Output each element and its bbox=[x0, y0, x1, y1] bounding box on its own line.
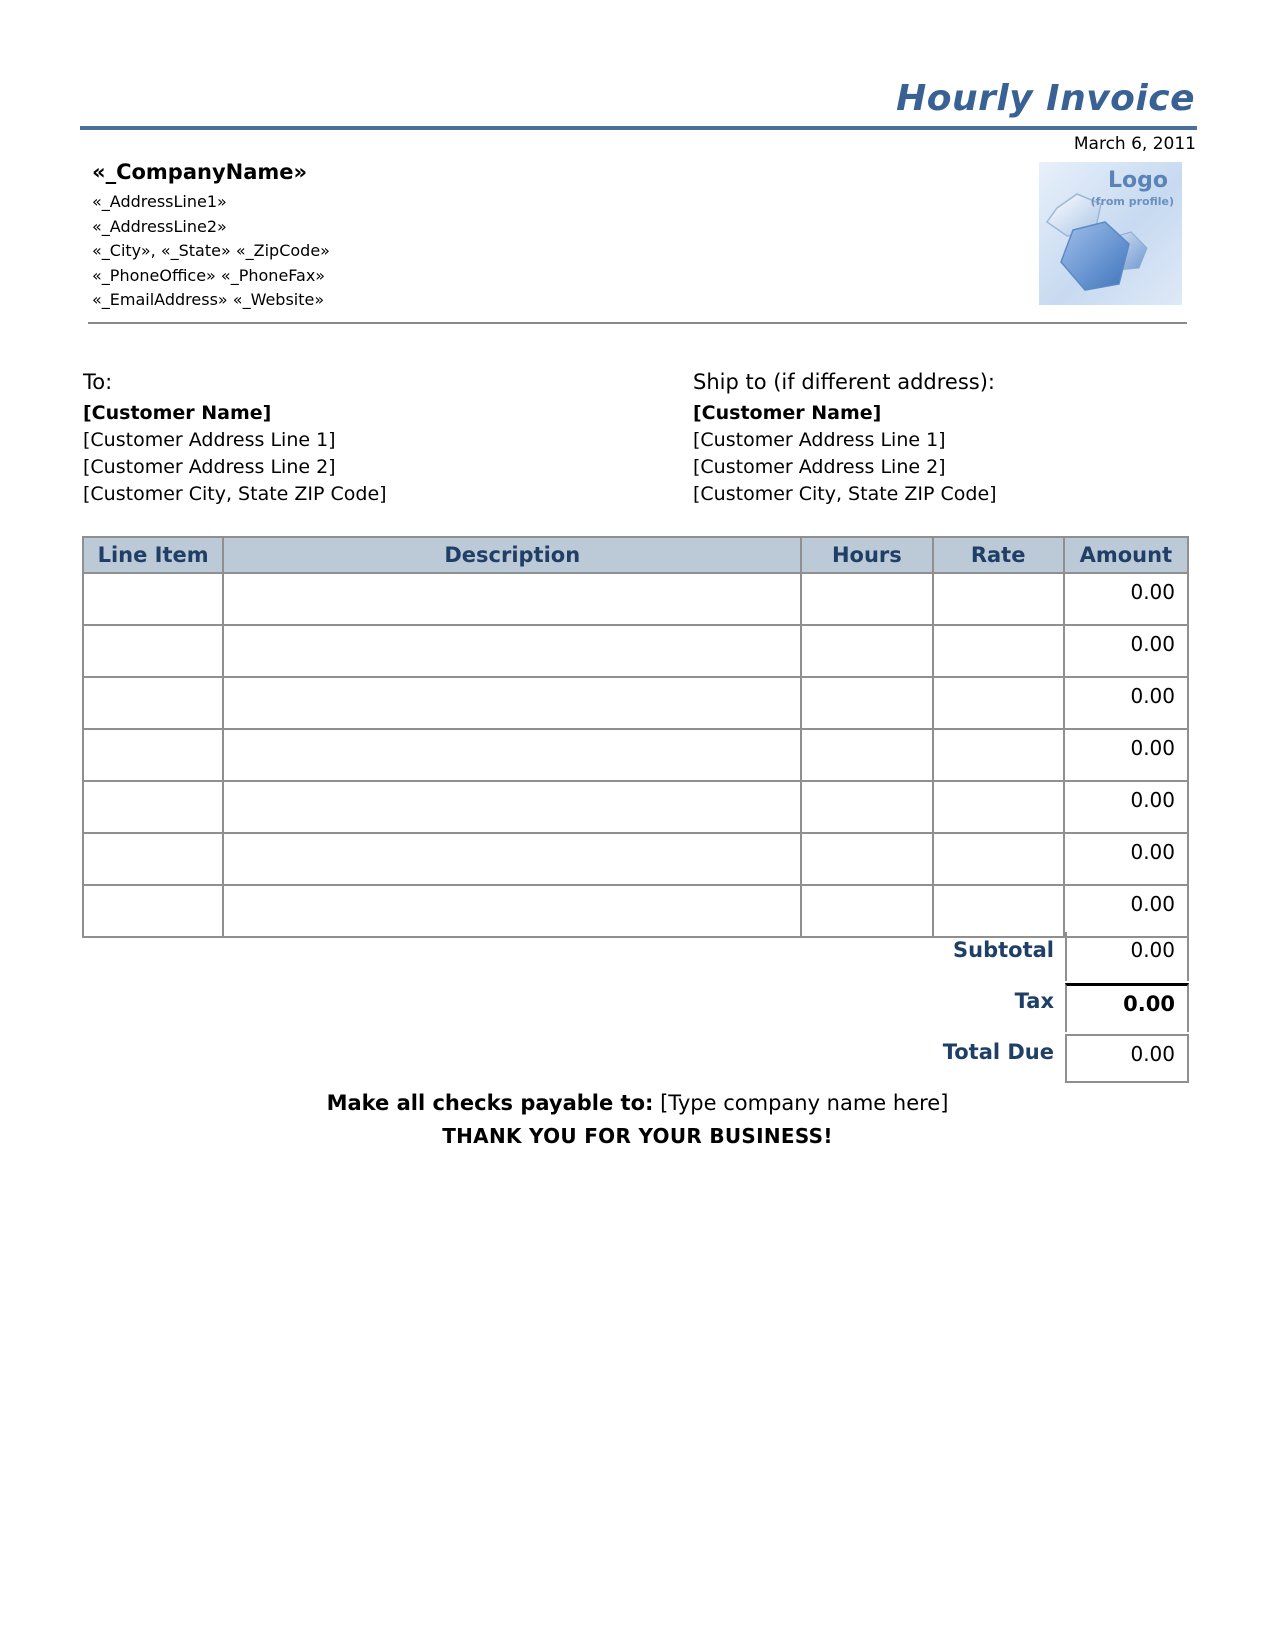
rate-cell[interactable] bbox=[933, 729, 1064, 781]
checks-payable-label: Make all checks payable to: bbox=[326, 1091, 654, 1115]
amount-cell: 0.00 bbox=[1064, 833, 1188, 885]
column-header-hours: Hours bbox=[801, 537, 932, 573]
logo-text: Logo bbox=[1108, 168, 1168, 193]
invoice-date: March 6, 2011 bbox=[1073, 134, 1196, 154]
company-address-line-2: «_AddressLine2» bbox=[92, 216, 227, 236]
line-item-cell[interactable] bbox=[83, 729, 223, 781]
ship-to-customer-name[interactable]: [Customer Name] bbox=[693, 402, 882, 424]
amount-cell: 0.00 bbox=[1064, 677, 1188, 729]
header-divider bbox=[88, 322, 1187, 324]
description-cell[interactable] bbox=[223, 729, 801, 781]
amount-cell: 0.00 bbox=[1064, 729, 1188, 781]
ship-to-block bbox=[693, 370, 997, 508]
description-cell[interactable] bbox=[223, 573, 801, 625]
bill-to-label: To: bbox=[83, 370, 113, 394]
rate-cell[interactable] bbox=[933, 677, 1064, 729]
logo-subtext: (from profile) bbox=[1090, 195, 1174, 208]
description-cell[interactable] bbox=[223, 781, 801, 833]
ship-to-city-state-zip[interactable]: [Customer City, State ZIP Code] bbox=[693, 483, 997, 505]
rate-cell[interactable] bbox=[933, 885, 1064, 937]
checks-payable-value[interactable]: [Type company name here] bbox=[660, 1091, 949, 1115]
subtotal-label: Subtotal bbox=[953, 938, 1054, 962]
table-row bbox=[83, 885, 1188, 937]
amount-cell: 0.00 bbox=[1064, 573, 1188, 625]
table-row bbox=[83, 677, 1188, 729]
ship-to-label: Ship to (if different address): bbox=[693, 370, 995, 394]
description-cell[interactable] bbox=[223, 833, 801, 885]
subtotal-row bbox=[82, 932, 1189, 983]
hours-cell[interactable] bbox=[801, 729, 932, 781]
invoice-footer bbox=[0, 1091, 1275, 1148]
total-due-value: 0.00 bbox=[1065, 1034, 1189, 1083]
column-header-line-item: Line Item bbox=[83, 537, 223, 573]
tax-label: Tax bbox=[1014, 989, 1054, 1013]
rate-cell[interactable] bbox=[933, 573, 1064, 625]
line-item-cell[interactable] bbox=[83, 781, 223, 833]
hours-cell[interactable] bbox=[801, 625, 932, 677]
title-divider bbox=[80, 126, 1197, 130]
bill-to-address-line-2[interactable]: [Customer Address Line 2] bbox=[83, 456, 336, 478]
line-item-cell[interactable] bbox=[83, 885, 223, 937]
table-row bbox=[83, 729, 1188, 781]
tax-value[interactable]: 0.00 bbox=[1065, 983, 1189, 1032]
description-cell[interactable] bbox=[223, 885, 801, 937]
table-row bbox=[83, 573, 1188, 625]
bill-to-city-state-zip[interactable]: [Customer City, State ZIP Code] bbox=[83, 483, 387, 505]
hours-cell[interactable] bbox=[801, 885, 932, 937]
amount-cell: 0.00 bbox=[1064, 781, 1188, 833]
ship-to-address-line-1[interactable]: [Customer Address Line 1] bbox=[693, 429, 946, 451]
hours-cell[interactable] bbox=[801, 677, 932, 729]
line-item-cell[interactable] bbox=[83, 833, 223, 885]
table-header-row bbox=[83, 537, 1188, 573]
invoice-title: Hourly Invoice bbox=[896, 78, 1195, 119]
tax-row bbox=[82, 983, 1189, 1034]
rate-cell[interactable] bbox=[933, 781, 1064, 833]
table-row bbox=[83, 781, 1188, 833]
rate-cell[interactable] bbox=[933, 833, 1064, 885]
total-due-label: Total Due bbox=[942, 1040, 1054, 1064]
subtotal-value: 0.00 bbox=[1065, 932, 1189, 981]
company-city-state-zip: «_City», «_State» «_ZipCode» bbox=[92, 241, 330, 260]
column-header-description: Description bbox=[223, 537, 801, 573]
bill-to-address-line-1[interactable]: [Customer Address Line 1] bbox=[83, 429, 336, 451]
company-address-line-1: «_AddressLine1» bbox=[92, 192, 227, 211]
company-logo bbox=[1039, 162, 1182, 305]
bill-to-block bbox=[83, 370, 387, 508]
line-item-cell[interactable] bbox=[83, 573, 223, 625]
checks-payable-line bbox=[0, 1091, 1275, 1115]
line-item-cell[interactable] bbox=[83, 625, 223, 677]
company-name: «_CompanyName» bbox=[92, 160, 308, 184]
line-item-cell[interactable] bbox=[83, 677, 223, 729]
totals-block bbox=[82, 932, 1189, 1085]
bill-to-customer-name[interactable]: [Customer Name] bbox=[83, 402, 272, 424]
description-cell[interactable] bbox=[223, 625, 801, 677]
table-row bbox=[83, 625, 1188, 677]
thank-you-message: THANK YOU FOR YOUR BUSINESS! bbox=[442, 1124, 833, 1148]
company-block bbox=[92, 160, 330, 313]
rate-cell[interactable] bbox=[933, 625, 1064, 677]
hours-cell[interactable] bbox=[801, 781, 932, 833]
amount-cell: 0.00 bbox=[1064, 885, 1188, 937]
hours-cell[interactable] bbox=[801, 833, 932, 885]
company-email-website: «_EmailAddress» «_Website» bbox=[92, 290, 325, 309]
ship-to-address-line-2[interactable]: [Customer Address Line 2] bbox=[693, 456, 946, 478]
table-row bbox=[83, 833, 1188, 885]
company-phones: «_PhoneOffice» «_PhoneFax» bbox=[92, 265, 326, 285]
line-items-table bbox=[82, 536, 1189, 938]
column-header-amount: Amount bbox=[1064, 537, 1188, 573]
description-cell[interactable] bbox=[223, 677, 801, 729]
column-header-rate: Rate bbox=[933, 537, 1064, 573]
hours-cell[interactable] bbox=[801, 573, 932, 625]
amount-cell: 0.00 bbox=[1064, 625, 1188, 677]
total-due-row bbox=[82, 1034, 1189, 1085]
